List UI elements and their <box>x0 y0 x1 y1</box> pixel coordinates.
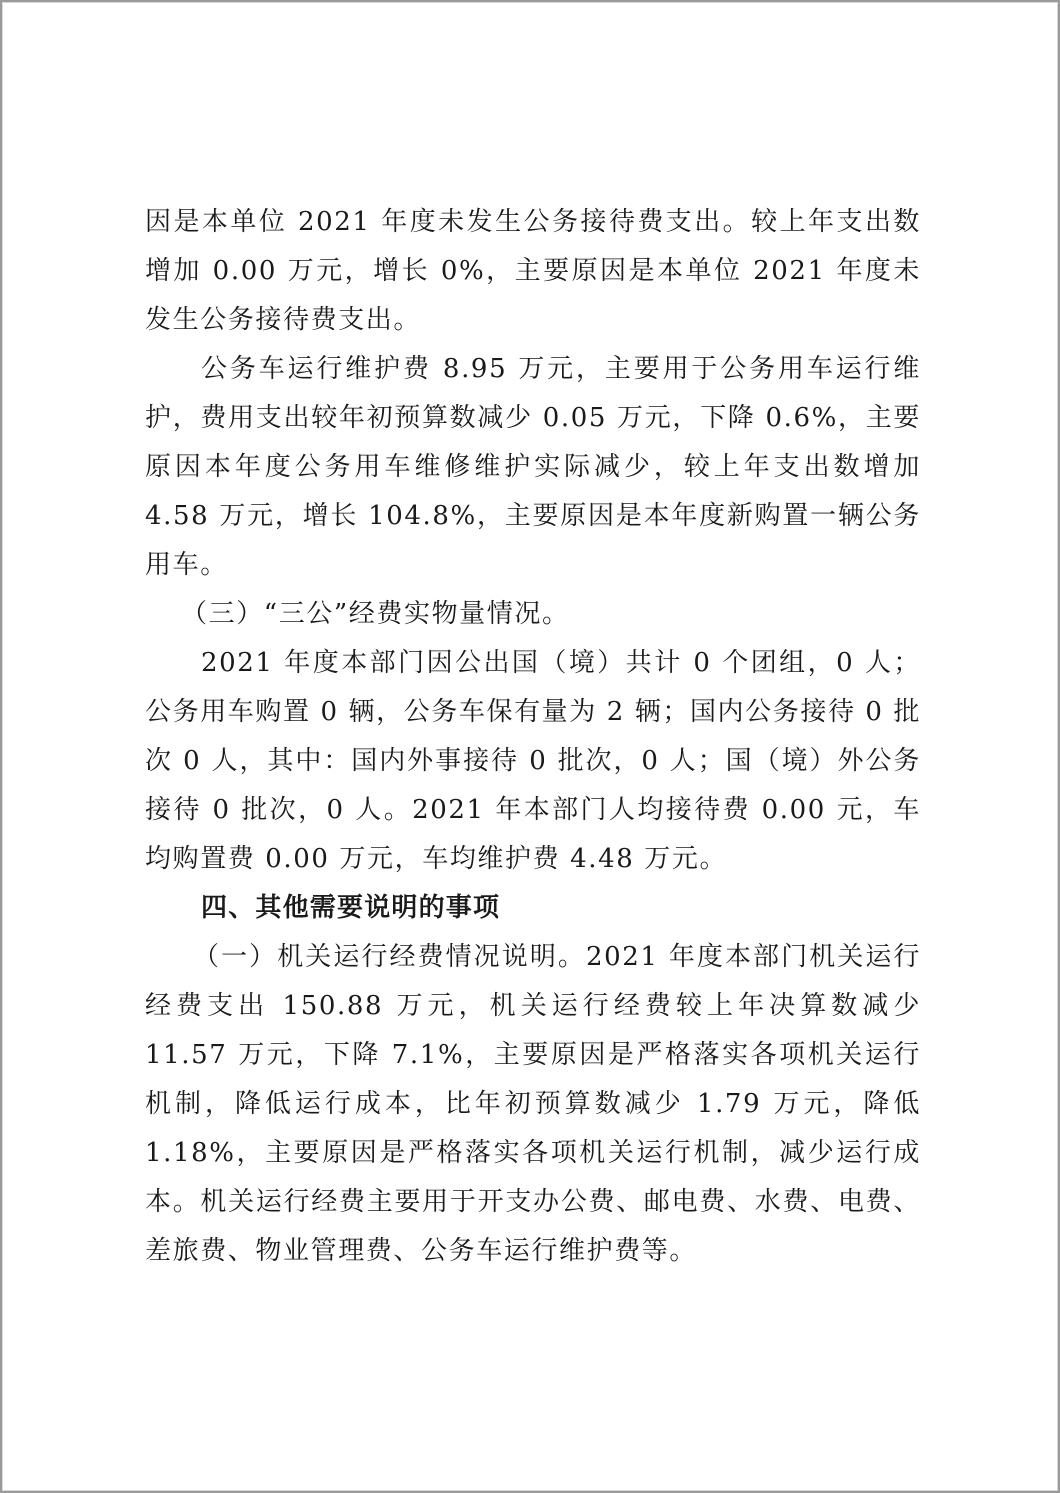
paragraph-physical-quantities: 2021 年度本部门因公出国（境）共计 0 个团组，0 人；公务用车购置 0 辆，公务车保有量为 2 辆；国内公务接待 0 批次 0 人，其中：国内外事接待 0 批次，0 人；国（境）外公务接待 0 批次，0 人。2021 年本部门人均接待费 0.00 元，车均购置费 0.00 万元，车均维护费 4.48 万元。 <box>145 648 922 874</box>
subheading-three-public-quantities: （三）“三公”经费实物量情况。 <box>181 599 570 629</box>
paragraph-vehicle-maintenance: 公务车运行维护费 8.95 万元，主要用于公务用车运行维护，费用支出较年初预算数减少 0.05 万元，下降 0.6%，主要原因本年度公务用车维修维护实际减少，较上年支出数增加 4.58 万元，增长 104.8%，主要原因是本年度新购置一辆公务用车。 <box>145 354 921 580</box>
section-heading-other-matters: 四、其他需要说明的事项 <box>201 893 501 923</box>
paragraph-hospitality-continuation: 因是本单位 2021 年度未发生公务接待费支出。较上年支出数增加 0.00 万元，增长 0%，主要原因是本单位 2021 年度未发生公务接待费支出。 <box>145 207 921 335</box>
paragraph-operating-expenses: （一）机关运行经费情况说明。2021 年度本部门机关运行经费支出 150.88 万元，机关运行经费较上年决算数减少 11.57 万元，下降 7.1%，主要原因是严格落实各项机关运行机制，降低运行成本，比年初预算数减少 1.79 万元，降低 1.18%，主要原因是严格落实各项机关运行机制，减少运行成本。机关运行经费主要用于开支办公费、邮电费、水费、电费、差旅费、物业管理费、公务车运行维护费等。 <box>145 942 921 1266</box>
document-body <box>145 198 921 1276</box>
